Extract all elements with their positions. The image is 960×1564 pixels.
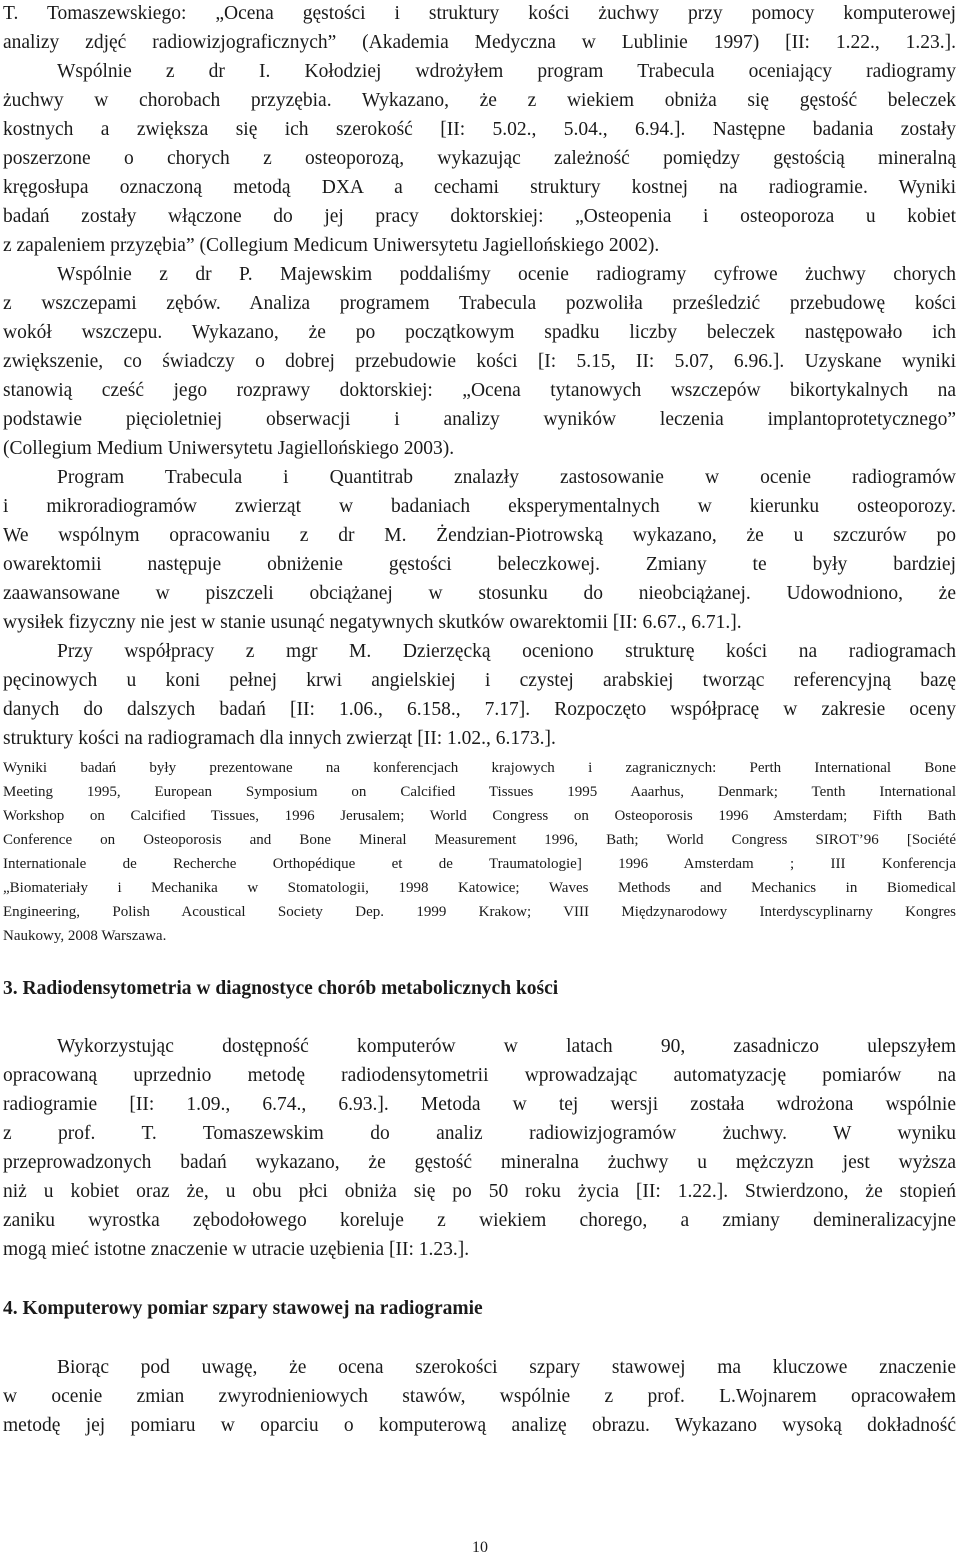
section-4-line: w ocenie zmian zwyrodnieniowych stawów, wspólnie z prof. L.Wojnarem opracowałem <box>3 1386 956 1407</box>
body-line: z zapaleniem przyzębia” (Collegium Medicum Uniwersytetu Jagiellońskiego 2002). <box>3 235 660 256</box>
body-line: We wspólnym opracowaniu z dr M. Żendzian-Piotrowską wykazano, że u szczurów po <box>3 525 956 546</box>
body-line: zaawansowane w piszczeli obciążanej w stosunku do nieobciążanej. Udowodniono, że <box>3 583 956 604</box>
section-4-line: metodę jej pomiaru w oparciu o komputerową analizę obrazu. Wykazano wysoką dokładność <box>3 1415 956 1436</box>
body-line: wysiłek fizyczny nie jest w stanie usunąć negatywnych skutków owarektomii [II: 6.67., 6.71.]. <box>3 612 742 633</box>
body-line: Przy współpracy z mgr M. Dzierzęcką oceniono strukturę kości na radiogramach <box>57 641 956 662</box>
body-line: żuchwy w chorobach przyzębia. Wykazano, że z wiekiem obniża się gęstość beleczek <box>3 90 956 111</box>
body-line: Program Trabecula i Quantitrab znalazły zastosowanie w ocenie radiogramów <box>57 467 956 488</box>
section-3-line: opracowaną uprzednio metodę radiodensytometrii wprowadzając automatyzację pomiarów na <box>3 1065 956 1086</box>
conference-line: „Biomateriały i Mechanika w Stomatologii, 1998 Katowice; Waves Methods and Mechanics in Biomedical <box>3 880 956 896</box>
body-line: zwiększenie, co świadczy o dobrej przebudowie kości [I: 5.15, II: 5.07, 6.96.]. Uzyskane wyniki <box>3 351 956 372</box>
body-line: kręgosłupa oznaczoną metodą DXA a cechami struktury kostnej na radiogramie. Wyniki <box>3 177 956 198</box>
section-4-heading: 4. Komputerowy pomiar szpary stawowej na radiogramie <box>3 1298 483 1319</box>
section-3-line: radiogramie [II: 1.09., 6.74., 6.93.]. Metoda w tej wersji została wdrożona wspólnie <box>3 1094 956 1115</box>
section-3-line: zaniku wyrostka zębodołowego koreluje z wiekiem chorego, a zmiany demineralizacyjne <box>3 1210 956 1231</box>
conference-line: Naukowy, 2008 Warszawa. <box>3 928 167 944</box>
section-3-line: z prof. T. Tomaszewskim do analiz radiowizjogramów żuchwy. W wyniku <box>3 1123 956 1144</box>
body-line: (Collegium Medium Uniwersytetu Jagiellońskiego 2003). <box>3 438 455 459</box>
conference-line: Conference on Osteoporosis and Bone Mineral Measurement 1996, Bath; World Congress SIROT’96 [Société <box>3 832 956 848</box>
body-line: kostnych a zwiększa się ich szerokość [II: 5.02., 5.04., 6.94.]. Następne badania zostały <box>3 119 956 140</box>
body-line: owarektomii następuje obniżenie gęstości beleczkowej. Zmiany te były bardziej <box>3 554 956 575</box>
section-3-line: przeprowadzonych badań wykazano, że gęstość mineralna żuchwy u mężczyzn jest wyższa <box>3 1152 956 1173</box>
conference-line: Wyniki badań były prezentowane na konferencjach krajowych i zagranicznych: Perth International Bone <box>3 760 956 776</box>
section-4-line: Biorąc pod uwagę, że ocena szerokości szpary stawowej ma kluczowe znaczenie <box>57 1357 956 1378</box>
section-3-heading: 3. Radiodensytometria w diagnostyce chorób metabolicznych kości <box>3 978 559 999</box>
page-number: 10 <box>472 1539 488 1556</box>
body-line: struktury kości na radiogramach dla innych zwierząt [II: 1.02., 6.173.]. <box>3 728 556 749</box>
section-3-line: Wykorzystując dostępność komputerów w latach 90, zasadniczo ulepszyłem <box>57 1036 956 1057</box>
body-line: wokół wszczepu. Wykazano, że po początkowym spadku liczby beleczek następowało ich <box>3 322 956 343</box>
body-line: T. Tomaszewskiego: „Ocena gęstości i struktury kości żuchwy przy pomocy komputerowej <box>3 3 956 24</box>
body-line: z wszczepami zębów. Analiza programem Trabecula pozwoliła prześledzić przebudowę kości <box>3 293 956 314</box>
body-line: badań zostały włączone do jej pracy doktorskiej: „Osteopenia i osteoporoza u kobiet <box>3 206 956 227</box>
section-3-line: niż u kobiet oraz że, u obu płci obniża się po 50 roku życia [II: 1.22.]. Stwierdzono, że stopień <box>3 1181 956 1202</box>
body-line: poszerzone o chorych z osteoporozą, wykazując zależność pomiędzy gęstością mineralną <box>3 148 956 169</box>
body-line: analizy zdjęć radiowizjograficznych” (Akademia Medyczna w Lublinie 1997) [II: 1.22., 1.23.]. <box>3 32 956 53</box>
conference-line: Engineering, Polish Acoustical Society Dep. 1999 Krakow; VIII Międzynarodowy Interdyscyplinarny Kongres <box>3 904 956 920</box>
section-3-line: mogą mieć istotne znaczenie w utracie uzębienia [II: 1.23.]. <box>3 1239 470 1260</box>
conference-line: Workshop on Calcified Tissues, 1996 Jerusalem; World Congress on Osteoporosis 1996 Amsterdam; Fifth Bath <box>3 808 956 824</box>
body-line: stanowią cześć jego rozprawy doktorskiej: „Ocena tytanowych wszczepów bikortykalnych na <box>3 380 956 401</box>
body-line: Wspólnie z dr I. Kołodziej wdrożyłem program Trabecula oceniający radiogramy <box>57 61 956 82</box>
conference-line: Meeting 1995, European Symposium on Calcified Tissues 1995 Aaarhus, Denmark; Tenth International <box>3 784 956 800</box>
body-line: podstawie pięcioletniej obserwacji i analizy wyników leczenia implantoprotetycznego” <box>3 409 956 430</box>
conference-line: Internationale de Recherche Orthopédique et de Traumatologie] 1996 Amsterdam ; III Konferencja <box>3 856 956 872</box>
body-line: danych do dalszych badań [II: 1.06., 6.158., 7.17]. Rozpoczęto współpracę w zakresie oceny <box>3 699 956 720</box>
body-line: pęcinowych u koni pełnej krwi angielskiej i czystej arabskiej tworząc referencyjną bazę <box>3 670 956 691</box>
body-line: Wspólnie z dr P. Majewskim poddaliśmy ocenie radiogramy cyfrowe żuchwy chorych <box>57 264 956 285</box>
body-line: i mikroradiogramów zwierząt w badaniach eksperymentalnych w kierunku osteoporozy. <box>3 496 956 517</box>
